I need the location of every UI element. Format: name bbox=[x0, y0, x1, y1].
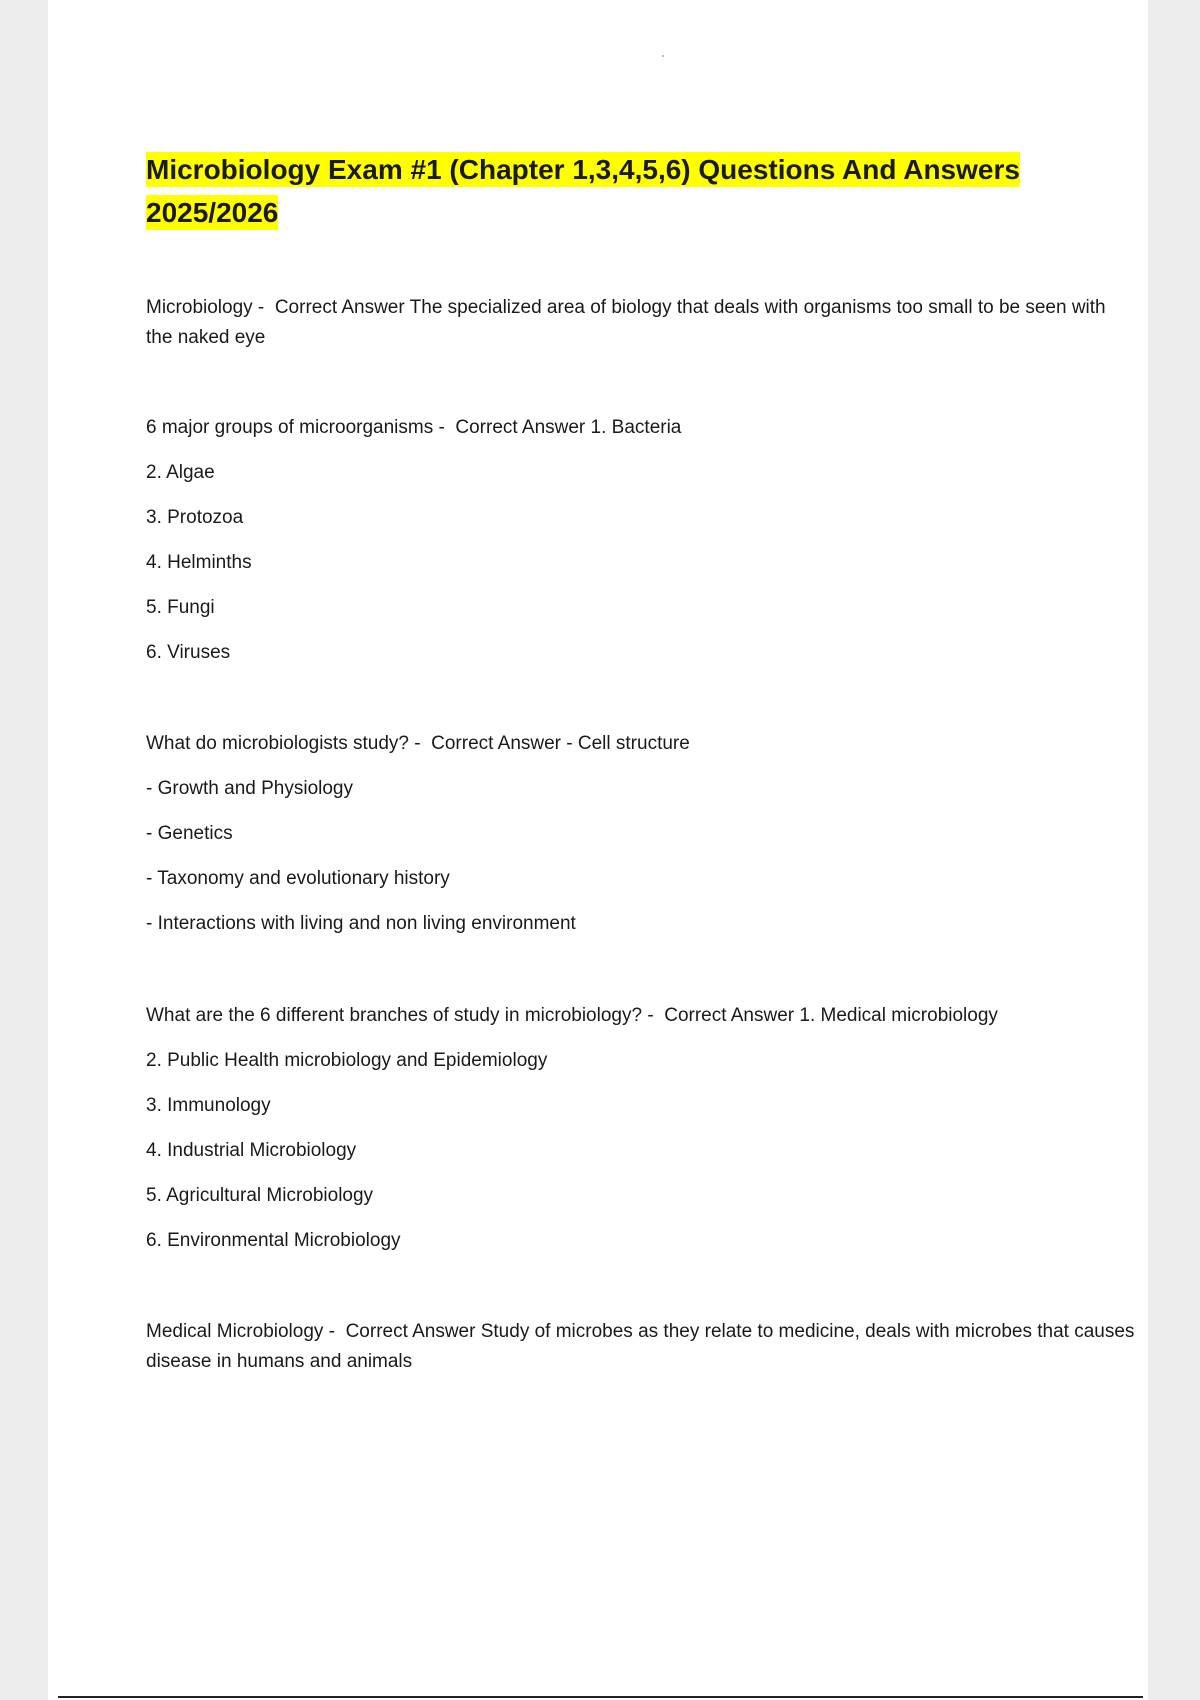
answer-text: Study of microbes as they relate to medicine, deals with microbes that causes disease in humans and animals bbox=[146, 1321, 1135, 1372]
title-line-2: 2025/2026 bbox=[146, 197, 279, 228]
list-item: 3. Immunology bbox=[146, 1095, 271, 1116]
document-title bbox=[146, 148, 1086, 234]
qa-line bbox=[146, 293, 1136, 353]
answer-label: Correct Answer bbox=[274, 297, 405, 318]
list-item: 6. Environmental Microbiology bbox=[146, 1230, 401, 1251]
qa-entry-major-groups bbox=[146, 413, 1136, 668]
qa-line bbox=[146, 729, 1136, 759]
answer-label: Correct Answer bbox=[431, 733, 561, 754]
answer-label: Correct Answer bbox=[455, 417, 586, 438]
list-item: - Taxonomy and evolutionary history bbox=[146, 868, 450, 889]
list-item: 4. Helminths bbox=[146, 552, 252, 573]
list-item: - Interactions with living and non living environment bbox=[146, 913, 576, 934]
answer-text: 1. Bacteria bbox=[590, 417, 682, 438]
question-text: 6 major groups of microorganisms bbox=[146, 417, 434, 438]
answer-label: Correct Answer bbox=[345, 1321, 476, 1342]
question-text: Microbiology bbox=[146, 297, 253, 318]
separator: - bbox=[642, 1005, 665, 1026]
list-item: - Genetics bbox=[146, 823, 233, 844]
title-line-1: Microbiology Exam #1 (Chapter 1,3,4,5,6) Questions And Answers bbox=[146, 154, 1020, 185]
qa-entry-medical-microbiology bbox=[146, 1317, 1136, 1377]
separator: - bbox=[252, 297, 275, 318]
answer-label: Correct Answer bbox=[664, 1005, 795, 1026]
bottom-divider bbox=[58, 1696, 1143, 1698]
list-item: 5. Fungi bbox=[146, 597, 215, 618]
list-item: - Growth and Physiology bbox=[146, 778, 353, 799]
question-text: What are the 6 different branches of study in microbiology? bbox=[146, 1005, 643, 1026]
list-item: 2. Public Health microbiology and Epidemiology bbox=[146, 1050, 548, 1071]
qa-entry-microbiologists-study bbox=[146, 729, 1136, 939]
answer-text: The specialized area of biology that deals with organisms too small to be seen with the naked eye bbox=[146, 297, 1106, 348]
answer-text: 1. Medical microbiology bbox=[799, 1005, 998, 1026]
qa-line bbox=[146, 1317, 1136, 1377]
question-text: What do microbiologists study? bbox=[146, 733, 409, 754]
list-item: 5. Agricultural Microbiology bbox=[146, 1185, 374, 1206]
list-item: 4. Industrial Microbiology bbox=[146, 1140, 357, 1161]
qa-entry-microbiology bbox=[146, 293, 1136, 353]
document-page bbox=[48, 0, 1148, 1700]
separator: - bbox=[323, 1321, 346, 1342]
question-text: Medical Microbiology bbox=[146, 1321, 324, 1342]
answer-text: - Cell structure bbox=[566, 733, 690, 754]
list-item: 6. Viruses bbox=[146, 642, 231, 663]
qa-line bbox=[146, 1001, 1136, 1031]
qa-entry-branches bbox=[146, 1001, 1136, 1256]
list-item: 3. Protozoa bbox=[146, 507, 244, 528]
list-item: 2. Algae bbox=[146, 462, 215, 483]
separator: - bbox=[433, 417, 456, 438]
qa-line bbox=[146, 413, 1136, 443]
scan-speck bbox=[662, 55, 664, 57]
separator: - bbox=[408, 733, 432, 754]
